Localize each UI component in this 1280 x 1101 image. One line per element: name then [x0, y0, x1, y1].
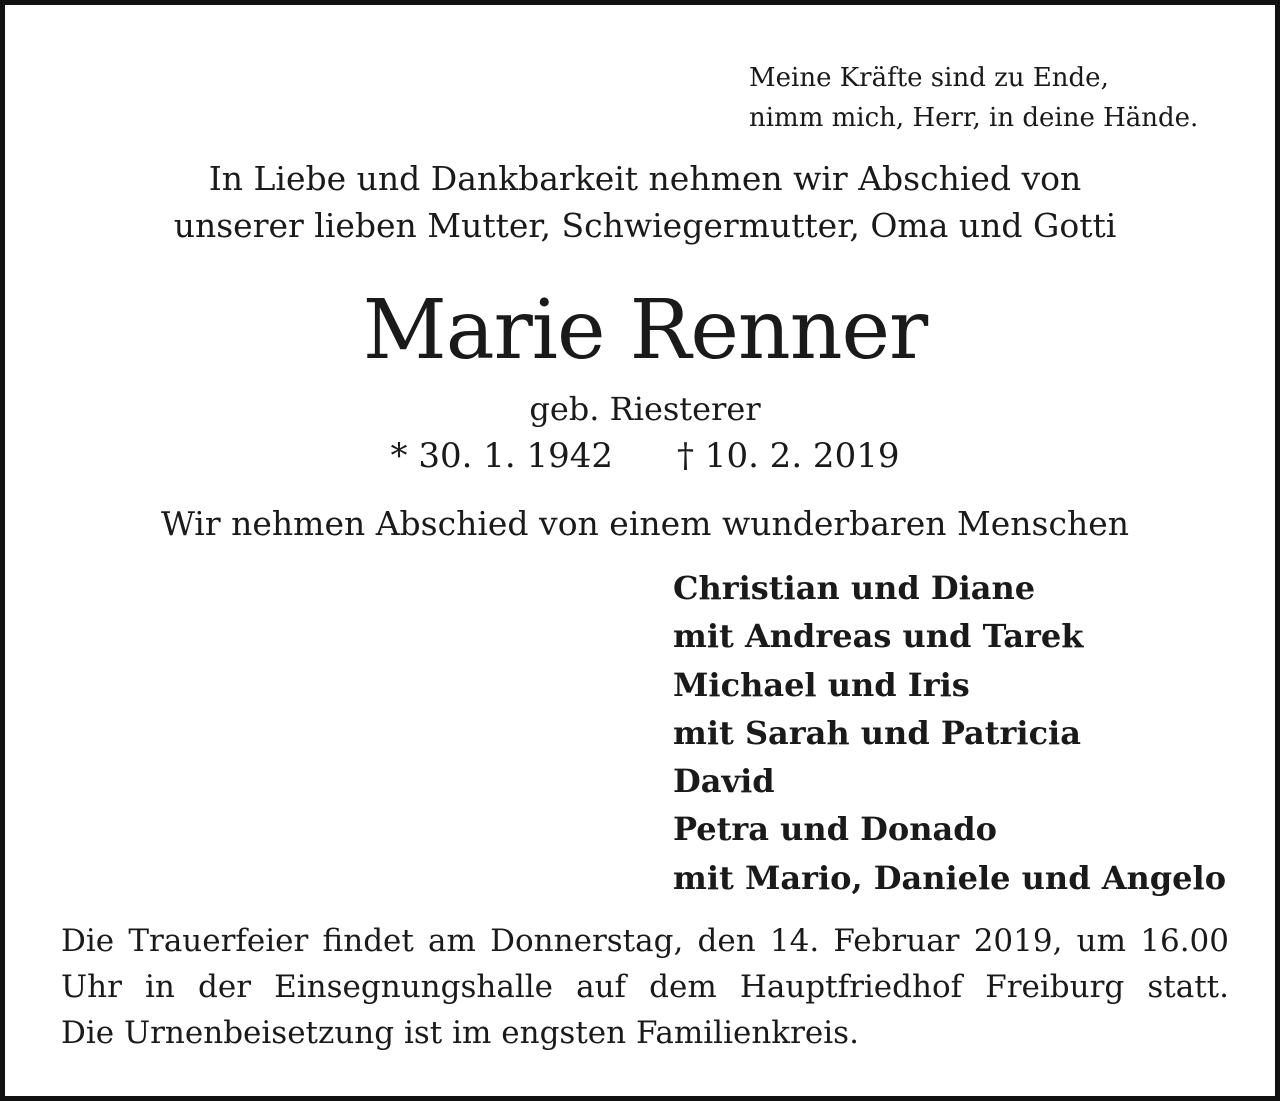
service-line: Uhr in der Einsegnungshalle auf dem Hauptfriedhof Freiburg statt.: [61, 969, 1229, 1005]
family-member: David: [673, 762, 775, 801]
family-member: Michael und Iris: [673, 665, 970, 704]
death-date: † 10. 2. 2019: [677, 436, 900, 476]
family-member: mit Sarah und Patricia: [673, 713, 1081, 752]
intro-text: [5, 155, 1280, 249]
family-member: Petra und Donado: [673, 810, 997, 849]
deceased-name: Marie Renner: [362, 283, 928, 378]
family-member: Christian und Diane: [673, 569, 1036, 607]
motto-verse: [749, 58, 1269, 138]
intro-line: unserer lieben Mutter, Schwiegermutter, Oma und Gotti: [173, 206, 1117, 245]
life-dates: [5, 433, 1280, 479]
service-line: Die Trauerfeier findet am Donnerstag, den 14. Februar 2019, um 16.00: [61, 923, 1229, 959]
service-line: Die Urnenbeisetzung ist im engsten Familienkreis.: [61, 1015, 859, 1051]
motto-line: nimm mich, Herr, in deine Hände.: [749, 103, 1199, 133]
family-member: mit Mario, Daniele und Angelo: [673, 858, 1227, 897]
farewell-text: Wir nehmen Abschied von einem wunderbaren Menschen: [160, 504, 1130, 543]
maiden-name: geb. Riesterer: [529, 390, 761, 428]
family-member: mit Andreas und Tarek: [673, 617, 1084, 656]
motto-line: Meine Kräfte sind zu Ende,: [749, 63, 1109, 93]
birth-date: * 30. 1. 1942: [390, 436, 613, 476]
intro-line: In Liebe und Dankbarkeit nehmen wir Abschied von: [208, 159, 1082, 198]
service-info: [61, 918, 1229, 1056]
family-list: [673, 564, 1273, 902]
